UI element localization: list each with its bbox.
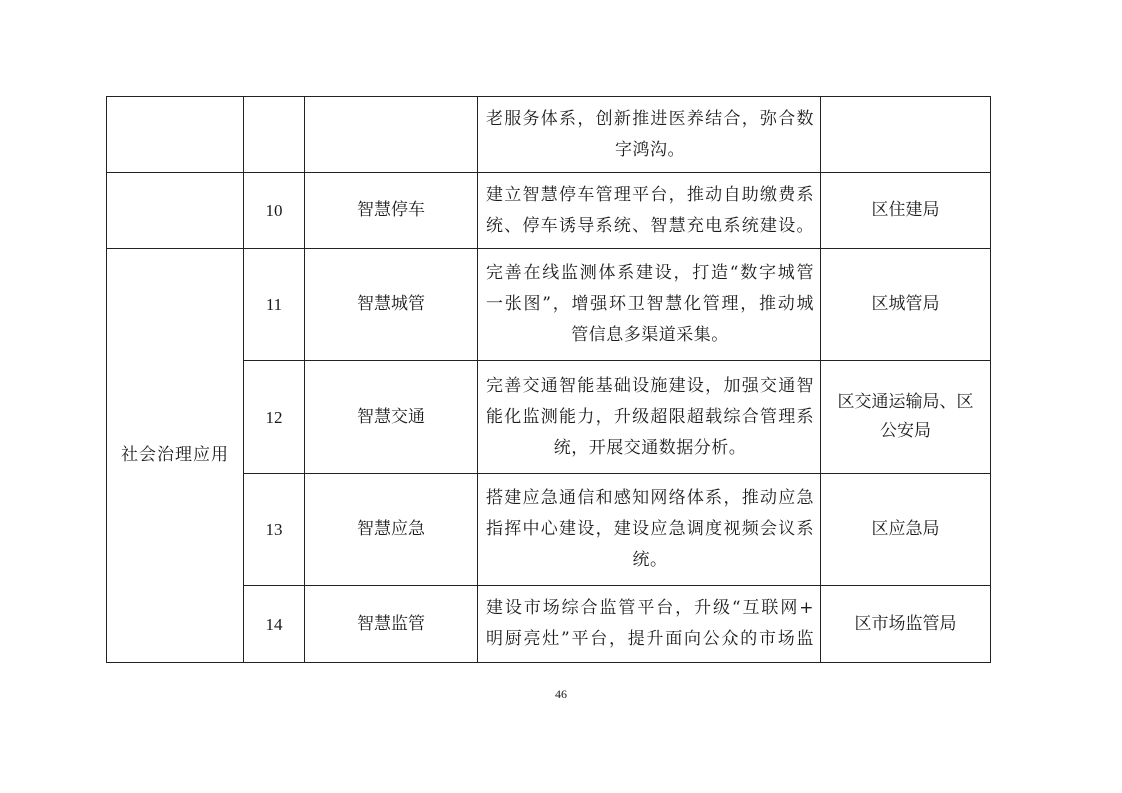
description-line: 字鸿沟。: [615, 139, 685, 160]
description-cell: [478, 586, 821, 663]
project-name: 智慧交通: [305, 361, 478, 474]
description-line: 管信息多渠道采集。: [571, 325, 729, 345]
category-label: 社会治理应用: [107, 249, 244, 663]
project-table: [106, 96, 991, 663]
department-cell-empty: [821, 97, 991, 173]
department-line: 区交通运输局、区: [837, 392, 974, 412]
department-cell: [821, 586, 991, 663]
project-name: 智慧停车: [305, 173, 478, 249]
category-cell-empty: [107, 173, 244, 249]
department-line: 区市场监管局: [854, 613, 957, 634]
description-line: 明厨亮灶”平台，提升面向公众的市场监: [486, 629, 814, 649]
description-line: 建立智慧停车管理平台，推动自助缴费系: [486, 184, 814, 205]
project-name: 智慧城管: [305, 249, 478, 361]
description-cell: [478, 97, 821, 173]
description-line: 统。: [632, 550, 668, 570]
row-number: 11: [244, 249, 305, 361]
name-cell-empty: [305, 97, 478, 173]
description-line: 能化监测能力，升级超限超载综合管理系: [486, 406, 814, 427]
department-cell: [821, 249, 991, 361]
description-line: 搭建应急通信和感知网络体系，推动应急: [486, 488, 814, 508]
page-number: 46: [555, 687, 567, 701]
row-number: 14: [244, 586, 305, 663]
department-line: 公安局: [880, 421, 931, 441]
number-cell-empty: [244, 97, 305, 173]
description-cell: [478, 249, 821, 361]
description-cell: [478, 474, 821, 586]
description-line: 老服务体系，创新推进医养结合，弥合数: [486, 108, 814, 129]
project-name: 智慧应急: [305, 474, 478, 586]
description-line: 统、停车诱导系统、智慧充电系统建设。: [486, 215, 814, 236]
table-row-continued: [107, 97, 991, 173]
project-name: 智慧监管: [305, 586, 478, 663]
description-cell: [478, 361, 821, 474]
description-line: 统，开展交通数据分析。: [553, 437, 747, 458]
row-number: 12: [244, 361, 305, 474]
table-row: [107, 173, 991, 249]
department-line: 区住建局: [871, 200, 940, 220]
description-cell: [478, 173, 821, 249]
department-line: 区城管局: [871, 294, 940, 314]
row-number: 10: [244, 173, 305, 249]
description-line: 完善在线监测体系建设，打造“数字城管: [486, 263, 814, 283]
department-line: 区应急局: [871, 519, 940, 539]
department-cell: [821, 361, 991, 474]
row-number: 13: [244, 474, 305, 586]
department-cell: [821, 173, 991, 249]
description-line: 完善交通智能基础设施建设，加强交通智: [486, 375, 814, 396]
category-cell-empty: [107, 97, 244, 173]
description-line: 一张图”，增强环卫智慧化管理，推动城: [486, 294, 814, 314]
table-row: [107, 249, 991, 361]
department-cell: [821, 474, 991, 586]
description-line: 建设市场综合监管平台，升级“互联网+: [486, 598, 814, 618]
description-line: 指挥中心建设，建设应急调度视频会议系: [486, 519, 814, 539]
